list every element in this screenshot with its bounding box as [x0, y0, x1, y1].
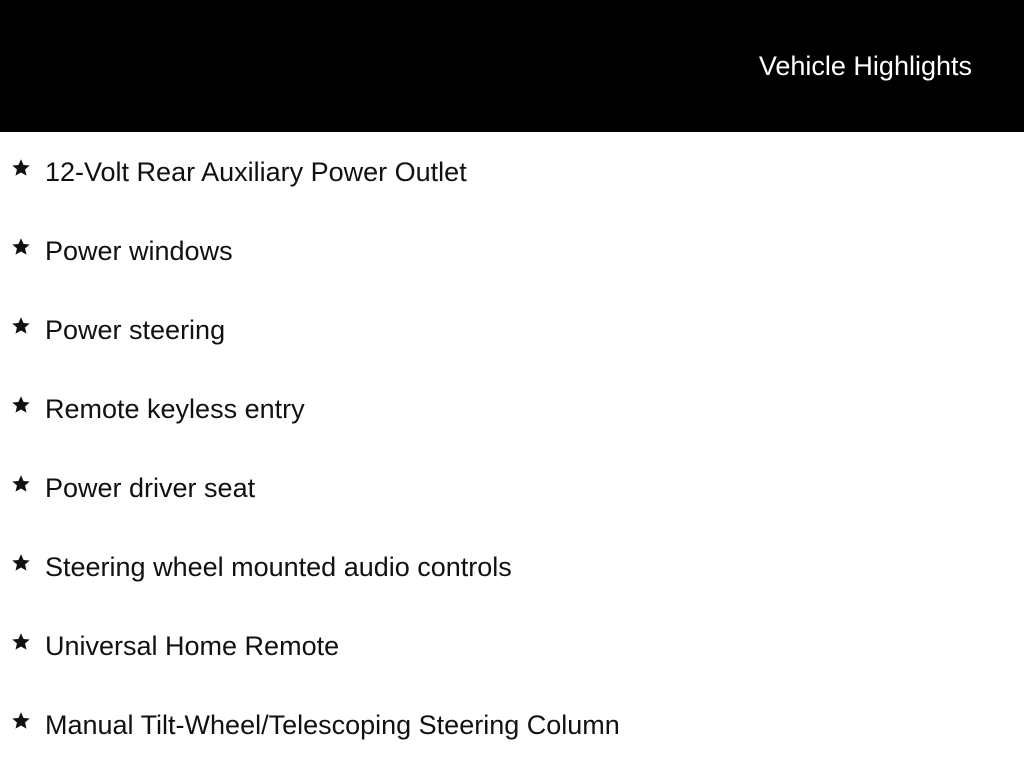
highlight-label: Power steering: [45, 315, 226, 345]
header-bar: [0, 0, 1024, 132]
star-icon: [10, 236, 32, 258]
star-icon: [10, 552, 32, 574]
list-item: [0, 290, 1024, 369]
vehicle-highlights-list: [0, 132, 1024, 764]
star-icon: [10, 315, 32, 337]
star-icon: [10, 157, 32, 179]
star-icon: [10, 710, 32, 732]
highlight-label: Power driver seat: [45, 473, 256, 503]
list-item: [0, 369, 1024, 448]
list-item: [0, 685, 1024, 764]
highlight-label: Remote keyless entry: [45, 394, 305, 424]
highlight-label: Steering wheel mounted audio controls: [45, 552, 512, 582]
highlight-label: Manual Tilt-Wheel/Telescoping Steering Column: [45, 710, 620, 740]
list-item: [0, 606, 1024, 685]
highlight-label: Universal Home Remote: [45, 631, 340, 661]
list-item: [0, 527, 1024, 606]
highlight-label: Power windows: [45, 236, 233, 266]
highlight-label: 12-Volt Rear Auxiliary Power Outlet: [45, 157, 467, 187]
page-title: Vehicle Highlights: [758, 51, 972, 81]
star-icon: [10, 631, 32, 653]
star-icon: [10, 473, 32, 495]
star-icon: [10, 394, 32, 416]
list-item: [0, 211, 1024, 290]
list-item: [0, 448, 1024, 527]
list-item: [0, 132, 1024, 211]
